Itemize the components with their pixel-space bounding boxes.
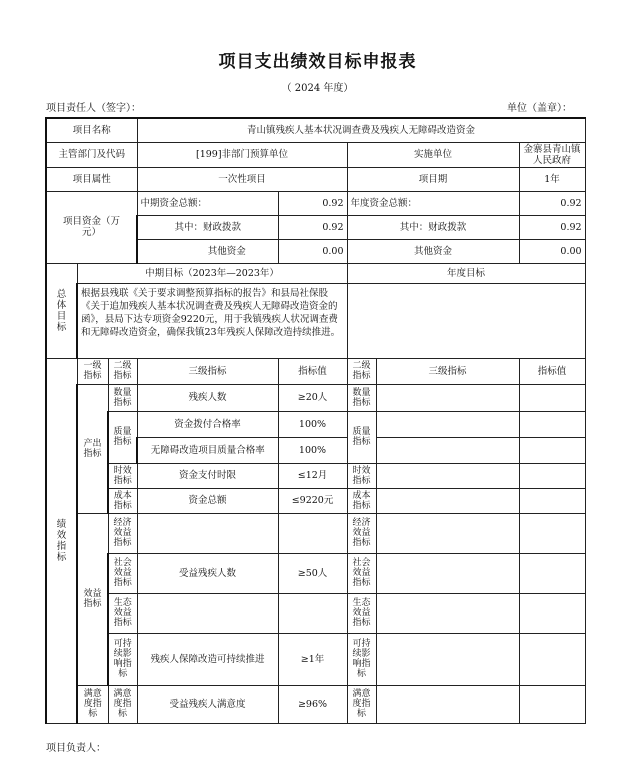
year-fiscal-value: 0.92 — [519, 215, 585, 239]
cost-indicator-name: 资金总额 — [137, 488, 278, 513]
quantity-indicator-label-year: 数量指标 — [347, 384, 376, 411]
row-project-name — [46, 118, 585, 142]
row-goals-text — [46, 283, 585, 358]
year-total-label: 年度资金总额： — [347, 191, 519, 215]
quality-indicator-label-year: 质量指标 — [347, 411, 376, 463]
ecological-indicator-label: 生态效益指标 — [108, 593, 137, 633]
year-goal-header: 年度目标 — [347, 263, 585, 283]
quality-indicator-value-2: 100% — [278, 437, 347, 463]
ecological-indicator-label-year: 生态效益指标 — [347, 593, 376, 633]
timeliness-indicator-value-year — [519, 463, 585, 488]
cost-indicator-label-year: 成本指标 — [347, 488, 376, 513]
row-cost — [46, 488, 585, 513]
mid-goal-text: 根据县残联《关于要求调整预算指标的报告》和县局社保股《关于追加残疾人基本状况调查费及残疾人无障碍改造资金的函》，县局下达专项资金9220元，用于我镇残疾人状况调查费和无障碍改造资金，确保我镇23年残疾人保障改造持续推进。 — [77, 283, 347, 358]
social-indicator-name: 受益残疾人数 — [137, 553, 278, 593]
quantity-indicator-value-year — [519, 384, 585, 411]
satisfaction-indicator-label-year: 满意度指标 — [347, 685, 376, 723]
row-funds-total — [46, 191, 585, 215]
cost-indicator-value-year — [519, 488, 585, 513]
timeliness-indicator-label: 时效指标 — [108, 463, 137, 488]
sustainable-indicator-value: ≥1年 — [278, 633, 347, 685]
department-label: 主管部门及代码 — [46, 142, 137, 167]
ecological-indicator-value-year — [519, 593, 585, 633]
mid-total-label: 中期资金总额： — [137, 191, 278, 215]
quality-indicator-name-2: 无障碍改造项目质量合格率 — [137, 437, 278, 463]
row-goals-header — [46, 263, 585, 283]
row-quantity — [46, 384, 585, 411]
mid-fiscal-label: 其中：财政拨款 — [137, 215, 278, 239]
row-quality-1 — [46, 411, 585, 437]
quality-indicator-name-year-1 — [376, 411, 519, 437]
quality-indicator-value-year-1 — [519, 411, 585, 437]
year-goal-text — [347, 283, 585, 358]
unit-seal-label: 单位（盖章）： — [507, 103, 572, 114]
social-indicator-label-year: 社会效益指标 — [347, 553, 376, 593]
quality-indicator-name-year-2 — [376, 437, 519, 463]
row-department — [46, 142, 585, 167]
sustainable-indicator-label: 可持续影响指标 — [108, 633, 137, 685]
social-indicator-name-year — [376, 553, 519, 593]
quality-indicator-value-1: 100% — [278, 411, 347, 437]
quantity-indicator-name-year — [376, 384, 519, 411]
timeliness-indicator-label-year: 时效指标 — [347, 463, 376, 488]
project-name-value: 青山镇残疾人基本状况调查费及残疾人无障碍改造资金 — [137, 118, 585, 142]
satisfaction-indicator-name: 受益残疾人满意度 — [137, 685, 278, 723]
col-level2-header-year: 二级指标 — [347, 358, 376, 384]
year-other-label: 其他资金 — [347, 239, 519, 263]
attribute-label: 项目属性 — [46, 167, 137, 191]
year-fiscal-label: 其中：财政拨款 — [347, 215, 519, 239]
row-indicators-header — [46, 358, 585, 384]
implementing-unit-value: 金寨县青山镇人民政府 — [519, 142, 585, 167]
quantity-indicator-label: 数量指标 — [108, 384, 137, 411]
year-line: （ 2024 年度） — [281, 83, 354, 94]
satisfaction-indicator-level1: 满意度指标 — [77, 685, 108, 723]
timeliness-indicator-name-year — [376, 463, 519, 488]
implementing-unit-label: 实施单位 — [347, 142, 519, 167]
col-level2-header: 二级指标 — [108, 358, 137, 384]
funds-label: 项目资金（万元） — [46, 191, 137, 263]
performance-goal-table — [45, 117, 586, 724]
satisfaction-indicator-label: 满意度指标 — [108, 685, 137, 723]
satisfaction-indicator-value: ≥96% — [278, 685, 347, 723]
performance-indicator-label: 绩效指标 — [46, 358, 77, 723]
row-social — [46, 553, 585, 593]
sustainable-indicator-name: 残疾人保障改造可持续推进 — [137, 633, 278, 685]
economic-indicator-label-year: 经济效益指标 — [347, 513, 376, 553]
effect-indicator-label: 效益指标 — [77, 513, 108, 685]
ecological-indicator-value — [278, 593, 347, 633]
attribute-value: 一次性项目 — [137, 167, 347, 191]
sustainable-indicator-name-year — [376, 633, 519, 685]
col-level3-header-year: 三级指标 — [376, 358, 519, 384]
economic-indicator-value-year — [519, 513, 585, 553]
responsible-signature-label: 项目责任人（签字）： — [46, 103, 141, 114]
social-indicator-value: ≥50人 — [278, 553, 347, 593]
economic-indicator-name — [137, 513, 278, 553]
period-value: 1年 — [519, 167, 585, 191]
timeliness-indicator-value: ≤12月 — [278, 463, 347, 488]
quality-indicator-name-1: 资金拨付合格率 — [137, 411, 278, 437]
ecological-indicator-name-year — [376, 593, 519, 633]
row-attribute — [46, 167, 585, 191]
row-ecological — [46, 593, 585, 633]
cost-indicator-name-year — [376, 488, 519, 513]
cost-indicator-label: 成本指标 — [108, 488, 137, 513]
quantity-indicator-value: ≥20人 — [278, 384, 347, 411]
mid-other-label: 其他资金 — [137, 239, 278, 263]
ecological-indicator-name — [137, 593, 278, 633]
quality-indicator-label: 质量指标 — [108, 411, 137, 463]
period-label: 项目期 — [347, 167, 519, 191]
department-value: [199]非部门预算单位 — [137, 142, 347, 167]
row-economic — [46, 513, 585, 553]
cost-indicator-value: ≤9220元 — [278, 488, 347, 513]
row-satisfaction — [46, 685, 585, 723]
mid-other-value: 0.00 — [278, 239, 347, 263]
economic-indicator-value — [278, 513, 347, 553]
timeliness-indicator-name: 资金支付时限 — [137, 463, 278, 488]
quality-indicator-value-year-2 — [519, 437, 585, 463]
col-level3-header: 三级指标 — [137, 358, 278, 384]
mid-fiscal-value: 0.92 — [278, 215, 347, 239]
page-title: 项目支出绩效目标申报表 — [218, 52, 417, 72]
year-total-value: 0.92 — [519, 191, 585, 215]
sustainable-indicator-label-year: 可持续影响指标 — [347, 633, 376, 685]
economic-indicator-label: 经济效益指标 — [108, 513, 137, 553]
sustainable-indicator-value-year — [519, 633, 585, 685]
project-leader-label: 项目负责人： — [46, 743, 106, 754]
col-value-header-year: 指标值 — [519, 358, 585, 384]
year-other-value: 0.00 — [519, 239, 585, 263]
project-name-label: 项目名称 — [46, 118, 137, 142]
mid-total-value: 0.92 — [278, 191, 347, 215]
overall-goal-label: 总体目标 — [46, 263, 77, 358]
mid-goal-header: 中期目标（2023年—2023年） — [77, 263, 347, 283]
satisfaction-indicator-value-year — [519, 685, 585, 723]
output-indicator-label: 产出指标 — [77, 384, 108, 513]
quantity-indicator-name: 残疾人数 — [137, 384, 278, 411]
social-indicator-label: 社会效益指标 — [108, 553, 137, 593]
social-indicator-value-year — [519, 553, 585, 593]
row-timeliness — [46, 463, 585, 488]
satisfaction-indicator-name-year — [376, 685, 519, 723]
row-sustainable — [46, 633, 585, 685]
col-level1-header: 一级指标 — [77, 358, 108, 384]
economic-indicator-name-year — [376, 513, 519, 553]
col-value-header: 指标值 — [278, 358, 347, 384]
